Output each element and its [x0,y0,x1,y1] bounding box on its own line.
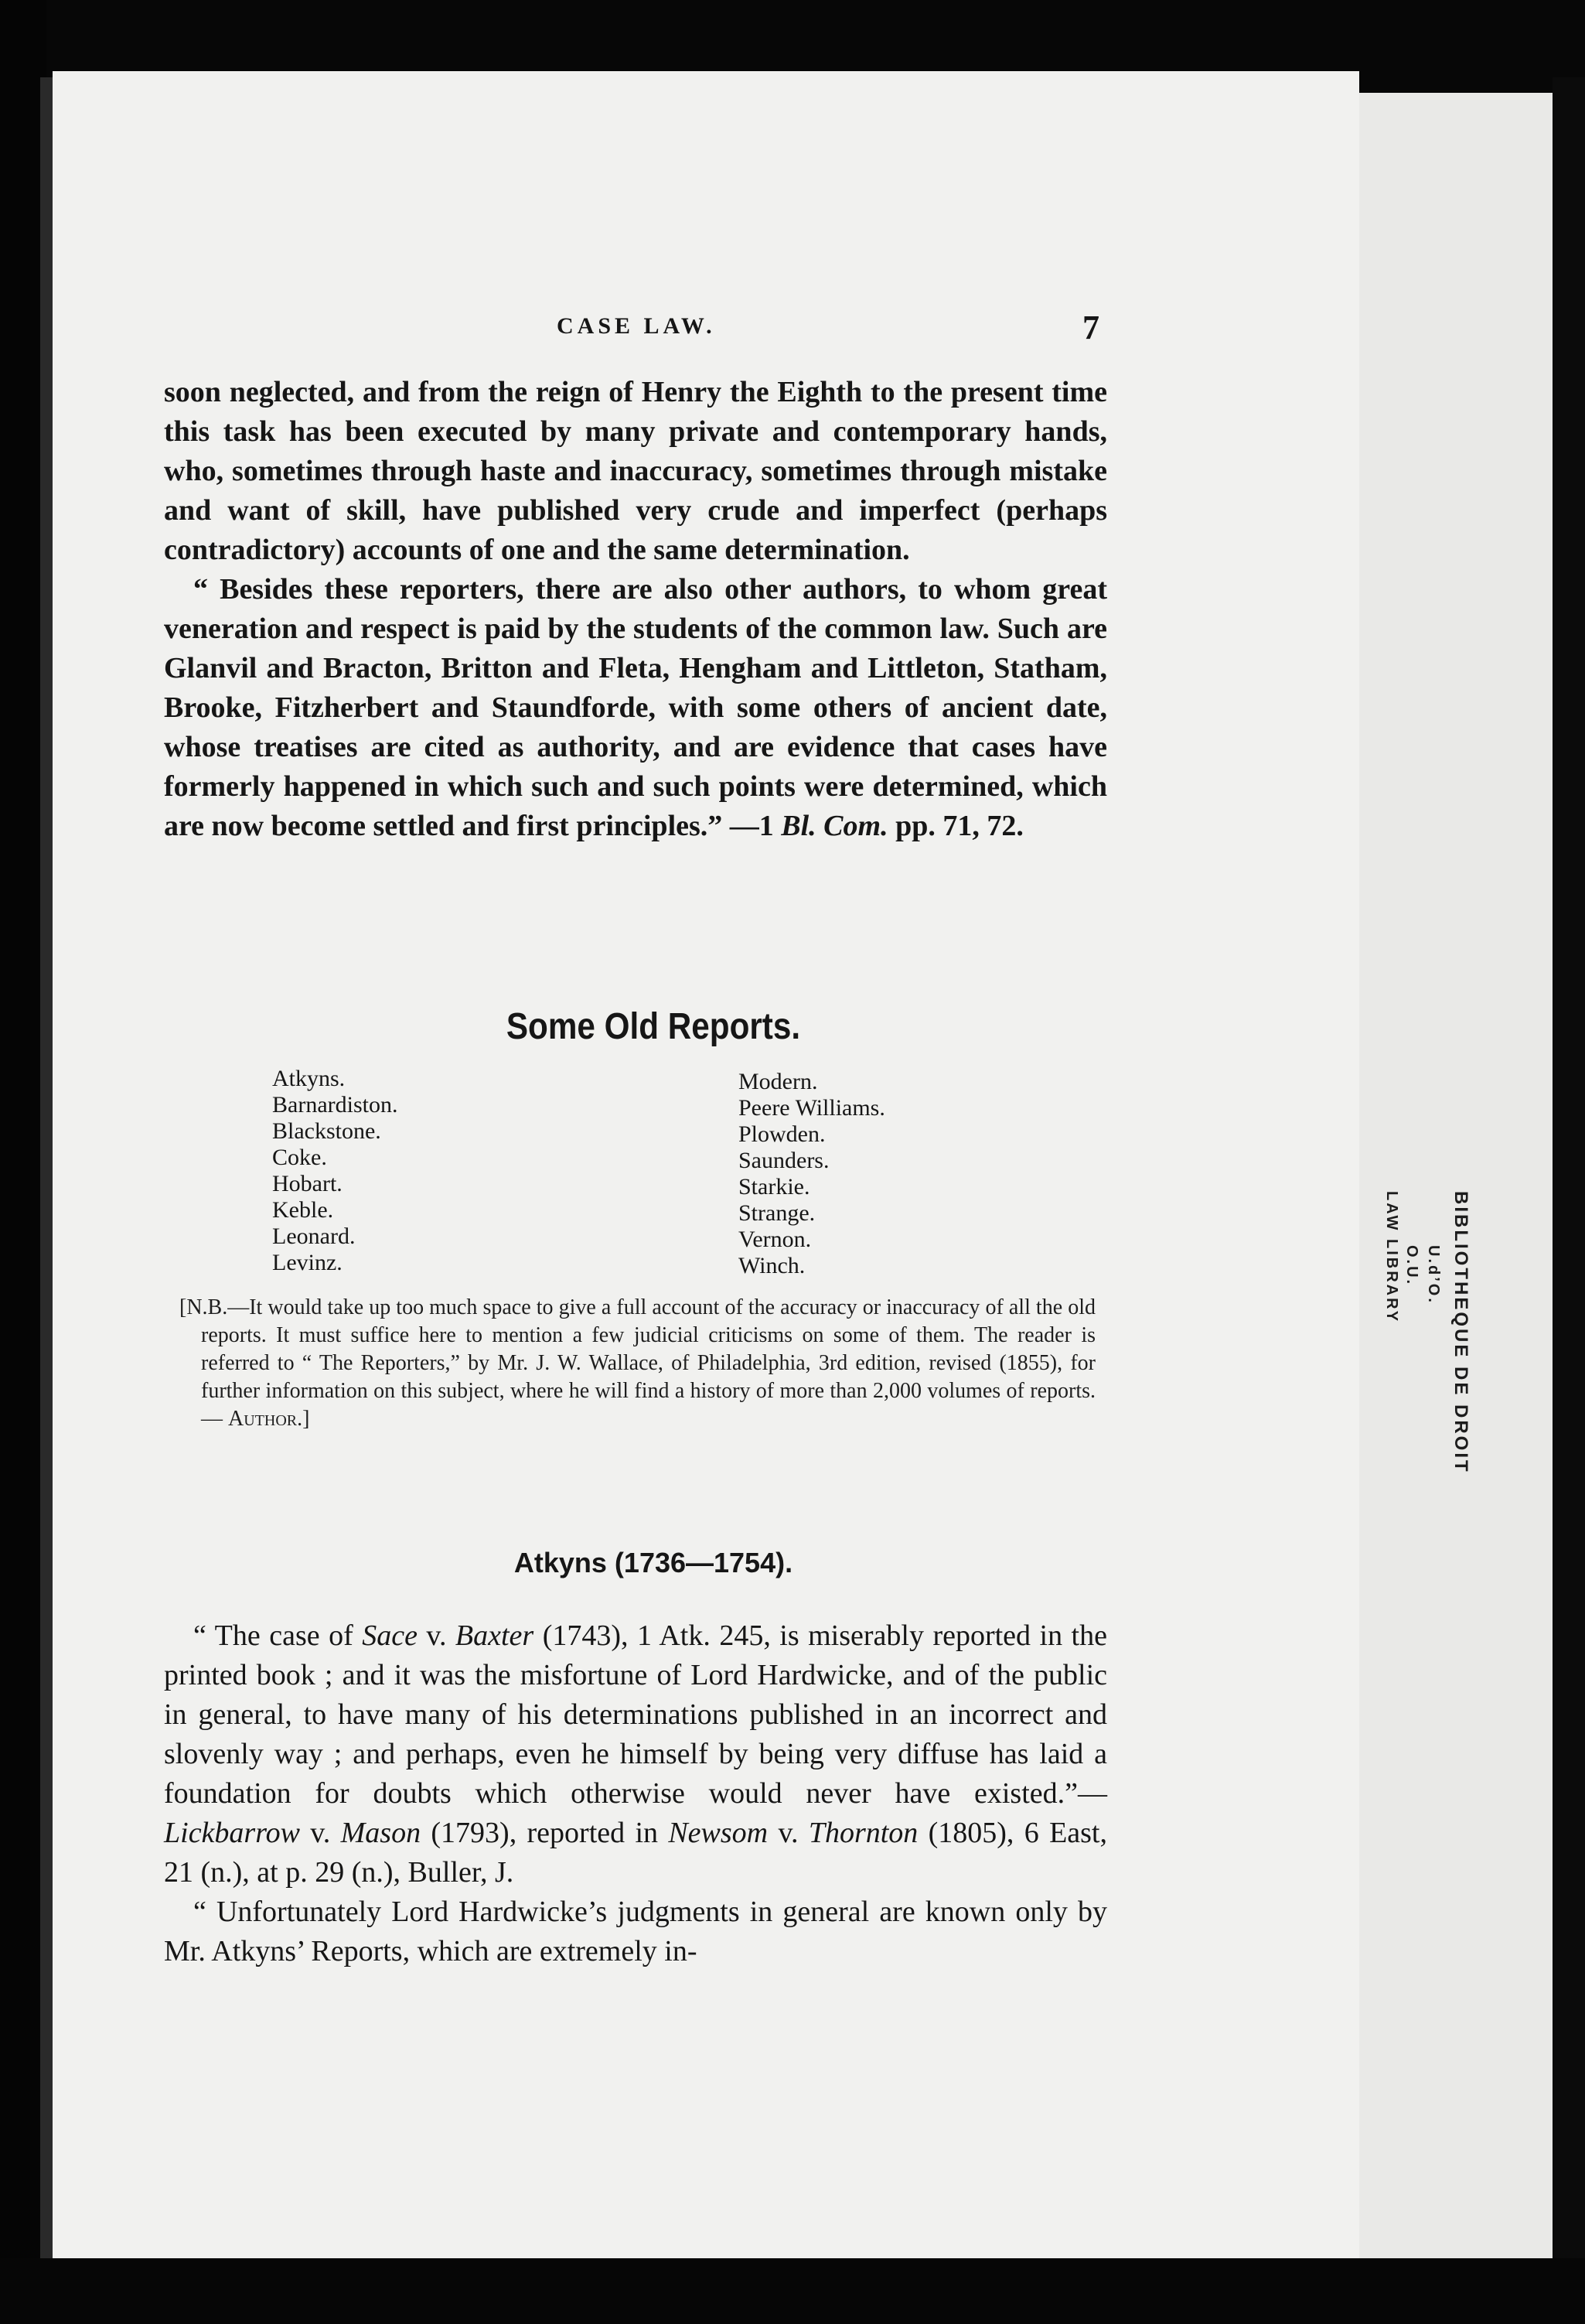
atkyns-text [164,1616,1107,1971]
list-item: Starkie. [738,1174,810,1200]
running-head: CASE LAW. [557,313,716,339]
list-item: Plowden. [738,1121,826,1147]
list-item: Keble. [272,1197,334,1223]
atkyns-quote-2: “ Unfortunately Lord Hardwicke’s judgments in general are known only by Mr. Atkyns’ Reports, which are extremely in- [164,1896,1107,1967]
list-item: Barnardiston. [272,1092,398,1118]
list-item: Winch. [738,1253,806,1278]
list-item: Strange. [738,1200,816,1226]
stamp-line: BIBLIOTHEQUE DE DROIT [1450,1191,1471,1474]
list-item: Blackstone. [272,1118,381,1144]
list-item: Modern. [738,1069,818,1094]
reports-list-right [738,1069,885,1279]
list-item: Vernon. [738,1227,812,1252]
old-reports-heading: Some Old Reports. [506,1006,801,1047]
list-item: Peere Williams. [738,1095,885,1121]
scan-bottom-border [0,2258,1585,2324]
library-stamp [1372,1191,1496,1609]
list-item: Atkyns. [272,1066,346,1091]
quote-body: (1793), reported in [421,1817,669,1849]
paragraph-blackstone-quote [164,570,1107,846]
stamp-line: U.d’O. [1425,1245,1442,1305]
case-name: Baxter [455,1619,534,1652]
note-text: [N.B.—It would take up too much space to give a full account of the accuracy or inaccuracy of all the old reports. It must suffice here to mention a few judicial criticisms on some of them. The reader is referred to “ The Reporters,” by Mr. J. W. Wallace, of Philadelphia, 3rd edition, revised (1855), for further information on this subject, where he will find a history of more than 2,000 volumes of reports.— [179,1295,1096,1431]
opening-text [164,373,1107,846]
atkyns-quote-1 [164,1616,1107,1892]
scan-left-border [0,0,46,2324]
quote-end: (1805), 6 East, 21 (n.), at p. 29 (n.), Buller, J. [164,1817,1107,1889]
blackstone-citation: Bl. Com. [781,810,888,842]
case-name: Thornton [808,1817,919,1849]
list-item: Leonard. [272,1223,356,1249]
versus: v. [768,1817,809,1849]
paragraph-continuation: soon neglected, and from the reign of Henry the Eighth to the present time this task has been executed by many private and contemporary hands, who, sometimes through haste and inaccuracy, sometimes through mistake and want of skill, have published very crude and imperfect (perhaps contradictory) accounts of one and the same determination. [164,376,1107,566]
stamp-line: O.U. [1403,1245,1420,1287]
stamp-line: LAW LIBRARY [1383,1191,1400,1324]
quote-open: “ The case of [193,1619,363,1652]
list-item: Levinz. [272,1250,343,1275]
atkyns-heading: Atkyns (1736—1754). [513,1547,793,1578]
scan-right-border [1553,77,1585,2266]
list-item: Hobart. [272,1171,343,1196]
note-paragraph [179,1294,1096,1433]
page-number: 7 [1082,309,1099,346]
list-item: Saunders. [738,1148,830,1173]
editorial-note [179,1294,1096,1433]
reports-list-left [272,1066,397,1276]
versus: v. [299,1817,341,1849]
blackstone-pages: pp. 71, 72. [895,810,1024,842]
case-name: Sace [362,1619,418,1652]
versus: v. [417,1619,455,1652]
blackstone-quote-text: “ Besides these reporters, there are also other authors, to whom great veneration and respect is paid by the students of the common law. Such are Glanvil and Bracton, Britton and Fleta, Hengham and Littleton, Statham, Brooke, Fitzherbert and Staundforde, with some others of ancient date, whose treatises are cited as authority, and are evidence that cases have formerly happened in which such and such points were determined, which are now become settled and first principles.” —1 [164,573,1107,842]
quote-body: (1743), 1 Atk. 245, is miserably reported in the printed book ; and it was the misfortune of Lord Hardwicke, and of the public in general, to have many of his determinations published in an incorrect and slovenly way ; and perhaps, even he himself by being very diffuse has laid a foundation for doubts which otherwise would never have existed.”— [164,1619,1107,1810]
case-name: Mason [340,1817,421,1849]
note-author: Author.] [228,1407,310,1431]
case-name: Newsom [668,1817,769,1849]
list-item: Coke. [272,1145,327,1170]
page-margin [1359,93,1553,2258]
case-name: Lickbarrow [164,1817,300,1849]
